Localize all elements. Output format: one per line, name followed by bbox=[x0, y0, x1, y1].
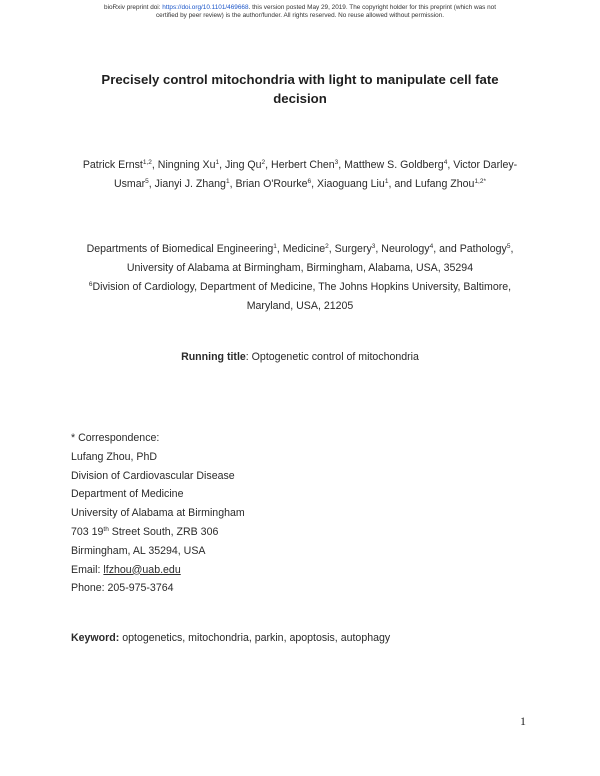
author-name: Usmar bbox=[113, 178, 146, 190]
department-name: , and Pathology bbox=[433, 243, 507, 255]
department-name: , Surgery bbox=[328, 243, 372, 255]
header-line-1 bbox=[30, 4, 570, 12]
affiliation-mark: 2 bbox=[325, 243, 329, 250]
correspondence-division: Division of Cardiovascular Disease bbox=[71, 469, 235, 482]
affiliation-line-1 bbox=[58, 240, 542, 259]
title-line-2: decision bbox=[273, 91, 327, 106]
author-affiliation-mark: 5 bbox=[145, 178, 149, 185]
header-line-2: certified by peer review) is the author/funder. All rights reserved. No reuse allowed without permission. bbox=[155, 12, 445, 19]
author-affiliation-mark: 1,2* bbox=[474, 178, 487, 185]
title-line-1: Precisely control mitochondria with light to manipulate cell fate bbox=[101, 72, 499, 87]
author-list bbox=[62, 156, 538, 194]
author-line-1 bbox=[62, 156, 538, 175]
keyword-label: Keyword: bbox=[71, 632, 123, 644]
affiliation-mark: 3 bbox=[371, 243, 376, 250]
author-affiliation-mark: 2 bbox=[261, 159, 266, 166]
author-name: Patrick Ernst bbox=[82, 159, 143, 171]
correspondence-street bbox=[71, 523, 471, 542]
correspondence-email bbox=[71, 561, 471, 580]
correspondence-phone: Phone: 205-975-3764 bbox=[71, 582, 174, 595]
author-affiliation-mark: 1,2 bbox=[142, 159, 152, 166]
email-label: Email: bbox=[71, 563, 104, 576]
paper-title bbox=[60, 70, 540, 108]
header-prefix: bioRxiv preprint doi: bbox=[104, 4, 163, 11]
running-title-text: : Optogenetic control of mitochondria bbox=[245, 351, 419, 363]
author-affiliation-mark: 1 bbox=[225, 178, 230, 185]
department-name: , Medicine bbox=[276, 243, 326, 255]
correspondence-city: Birmingham, AL 35294, USA bbox=[71, 544, 206, 557]
department-name: Division of Cardiology, Department of Medicine, The Johns Hopkins University, Baltimore, bbox=[92, 281, 512, 293]
department-name: , Neurology bbox=[375, 243, 430, 255]
affiliation-mark: 1 bbox=[273, 243, 277, 250]
author-affiliation-mark: 6 bbox=[307, 178, 312, 185]
affiliation-comma: , bbox=[510, 243, 514, 255]
author-affiliation-mark: 3 bbox=[334, 159, 339, 166]
author-affiliation-mark: 4 bbox=[443, 159, 448, 166]
preprint-header bbox=[30, 4, 570, 20]
email-link[interactable]: lfzhou@uab.edu bbox=[103, 563, 181, 576]
author-name: , and Lufang Zhou bbox=[388, 178, 475, 190]
author-name: , Jing Qu bbox=[219, 159, 262, 171]
street-number: 703 19 bbox=[71, 525, 104, 538]
affiliation-line-3 bbox=[58, 278, 542, 297]
author-affiliation-mark: 1 bbox=[215, 159, 220, 166]
doi-link[interactable]: https://doi.org/10.1101/469668 bbox=[162, 4, 249, 11]
department-name: Departments of Biomedical Engineering bbox=[86, 243, 274, 255]
correspondence-heading: * Correspondence: bbox=[71, 432, 160, 444]
running-title bbox=[60, 350, 540, 364]
correspondence-name: Lufang Zhou, PhD bbox=[71, 450, 157, 463]
affiliation-mark: 6 bbox=[88, 281, 93, 288]
affiliation-line-2: University of Alabama at Birmingham, Birmingham, Alabama, USA, 35294 bbox=[126, 262, 474, 274]
author-name: , Victor Darley- bbox=[447, 159, 518, 171]
keyword-text: optogenetics, mitochondria, parkin, apoptosis, autophagy bbox=[122, 632, 391, 644]
author-name: , Brian O'Rourke bbox=[229, 178, 308, 190]
page-number: 1 bbox=[520, 714, 526, 728]
affiliation-mark: 4 bbox=[429, 243, 434, 250]
running-title-label: Running title bbox=[181, 351, 246, 363]
correspondence-department: Department of Medicine bbox=[71, 488, 184, 501]
affiliations bbox=[58, 240, 542, 316]
author-name: , Herbert Chen bbox=[265, 159, 335, 171]
street-ordinal: th bbox=[103, 525, 109, 533]
author-name: , Ningning Xu bbox=[151, 159, 216, 171]
affiliation-mark: 5 bbox=[506, 243, 511, 250]
author-name: , Matthew S. Goldberg bbox=[338, 159, 444, 171]
author-name: , Jianyi J. Zhang bbox=[148, 178, 226, 190]
author-line-2 bbox=[62, 175, 538, 194]
author-name: , Xiaoguang Liu bbox=[311, 178, 385, 190]
affiliation-line-4: Maryland, USA, 21205 bbox=[246, 300, 354, 312]
street-name: Street South, ZRB 306 bbox=[108, 525, 219, 538]
correspondence-university: University of Alabama at Birmingham bbox=[71, 507, 245, 520]
correspondence-block bbox=[71, 429, 471, 598]
header-suffix: . this version posted May 29, 2019. The copyright holder for this preprint (which was not bbox=[248, 4, 496, 11]
author-affiliation-mark: 1 bbox=[384, 178, 389, 185]
keywords bbox=[71, 631, 551, 645]
